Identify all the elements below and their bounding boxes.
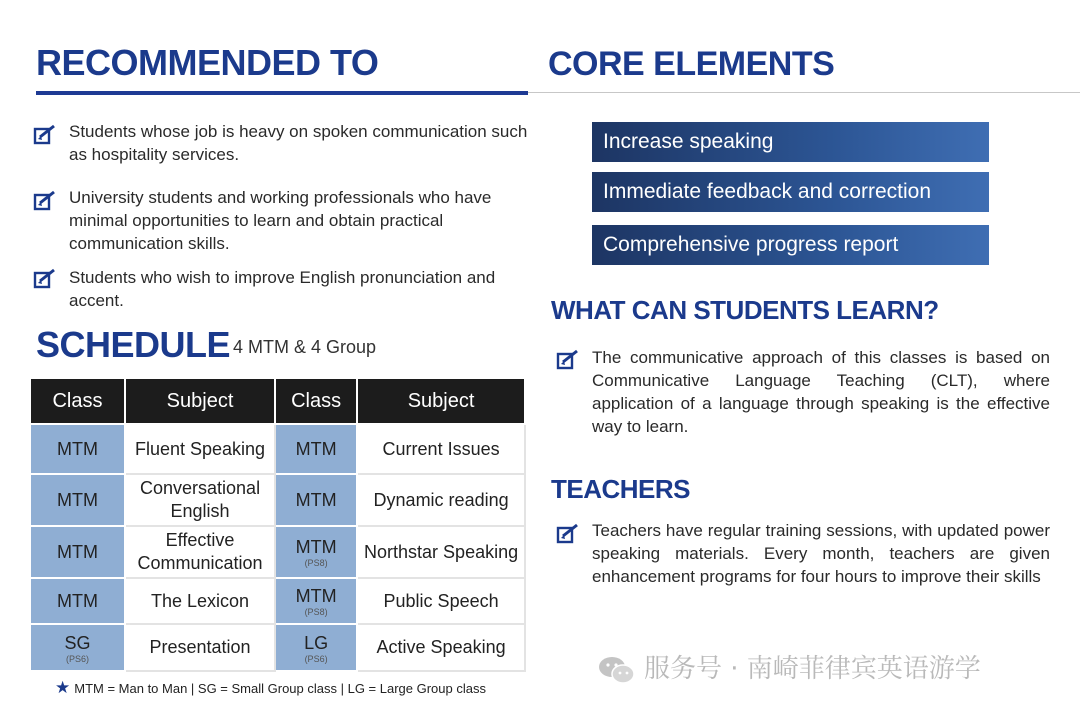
subject-cell: The Lexicon	[125, 578, 275, 624]
divider-line	[528, 92, 1080, 93]
schedule-title: SCHEDULE	[36, 324, 231, 365]
teachers-text: Teachers have regular training sessions, with updated power speaking materials. Every month, teachers are given enhancement programs for four hours to improve their skills	[592, 521, 1050, 586]
subject-cell: Active Speaking	[357, 624, 525, 671]
learn-title: WHAT CAN STUDENTS LEARN?	[551, 295, 939, 325]
recommended-bullet: Students whose job is heavy on spoken communication such as hospitality services.	[69, 122, 528, 164]
checkbox-pencil-icon	[33, 268, 57, 290]
subject-cell: Effective Communication	[125, 526, 275, 578]
schedule-table	[29, 377, 526, 672]
recommended-title: RECOMMENDED TO	[36, 42, 379, 83]
core-item: Increase speaking	[592, 122, 989, 162]
recommended-bullet: Students who wish to improve English pronunciation and accent.	[69, 268, 496, 310]
checkbox-pencil-icon	[556, 523, 580, 545]
class-cell: LG (PS6)	[275, 624, 357, 671]
class-cell: MTM	[30, 474, 125, 526]
table-row	[30, 474, 525, 526]
class-code: (PS6)	[304, 653, 328, 664]
class-cell: MTM	[275, 474, 357, 526]
subject-cell: Fluent Speaking	[125, 424, 275, 474]
core-item: Immediate feedback and correction	[592, 172, 989, 212]
table-row	[30, 526, 525, 578]
header-subject: Subject	[357, 378, 525, 424]
table-row	[30, 624, 525, 671]
table-header-row	[30, 378, 525, 424]
class-cell: MTM	[275, 424, 357, 474]
subject-cell: Current Issues	[357, 424, 525, 474]
checkbox-pencil-icon	[33, 124, 57, 146]
class-cell: MTM	[30, 424, 125, 474]
subject-cell: Dynamic reading	[357, 474, 525, 526]
watermark-text: 服务号 · 南崎菲律宾英语游学	[644, 654, 981, 684]
teachers-title: TEACHERS	[551, 474, 691, 504]
header-class: Class	[30, 378, 125, 424]
legend-text: MTM = Man to Man | SG = Small Group class | LG = Large Group class	[74, 681, 486, 696]
class-cell: MTM	[30, 578, 125, 624]
subject-cell: Public Speech	[357, 578, 525, 624]
subject-cell: Northstar Speaking	[357, 526, 525, 578]
checkbox-pencil-icon	[556, 349, 580, 371]
class-code: (PS8)	[304, 558, 328, 568]
learn-text: The communicative approach of this classes is based on Communicative Language Teaching (CLT), where application of a language through speaking is the effective way to learn.	[592, 348, 1050, 436]
header-class: Class	[275, 378, 357, 424]
subject-cell: Presentation	[125, 624, 275, 671]
core-elements-title: CORE ELEMENTS	[548, 45, 835, 83]
class-cell: MTM (PS8)	[275, 578, 357, 624]
title-underline	[36, 91, 528, 95]
table-row	[30, 424, 525, 474]
subject-cell: Conversational English	[125, 474, 275, 526]
class-code: (PS8)	[304, 607, 328, 617]
recommended-bullet: University students and working professionals who have minimal opportunities to learn and obtain practical communication skills.	[69, 188, 492, 253]
class-cell: SG (PS6)	[30, 624, 125, 671]
class-cell: MTM (PS8)	[275, 526, 357, 578]
schedule-subtitle: 4 MTM & 4 Group	[233, 337, 377, 357]
class-cell: MTM	[30, 526, 125, 578]
wechat-icon	[598, 655, 636, 685]
watermark	[598, 648, 981, 685]
core-item: Comprehensive progress report	[592, 225, 989, 265]
header-subject: Subject	[125, 378, 275, 424]
checkbox-pencil-icon	[33, 190, 57, 212]
class-code: (PS6)	[65, 653, 89, 664]
table-legend	[55, 678, 486, 698]
star-icon: ★	[55, 678, 71, 697]
table-row	[30, 578, 525, 624]
